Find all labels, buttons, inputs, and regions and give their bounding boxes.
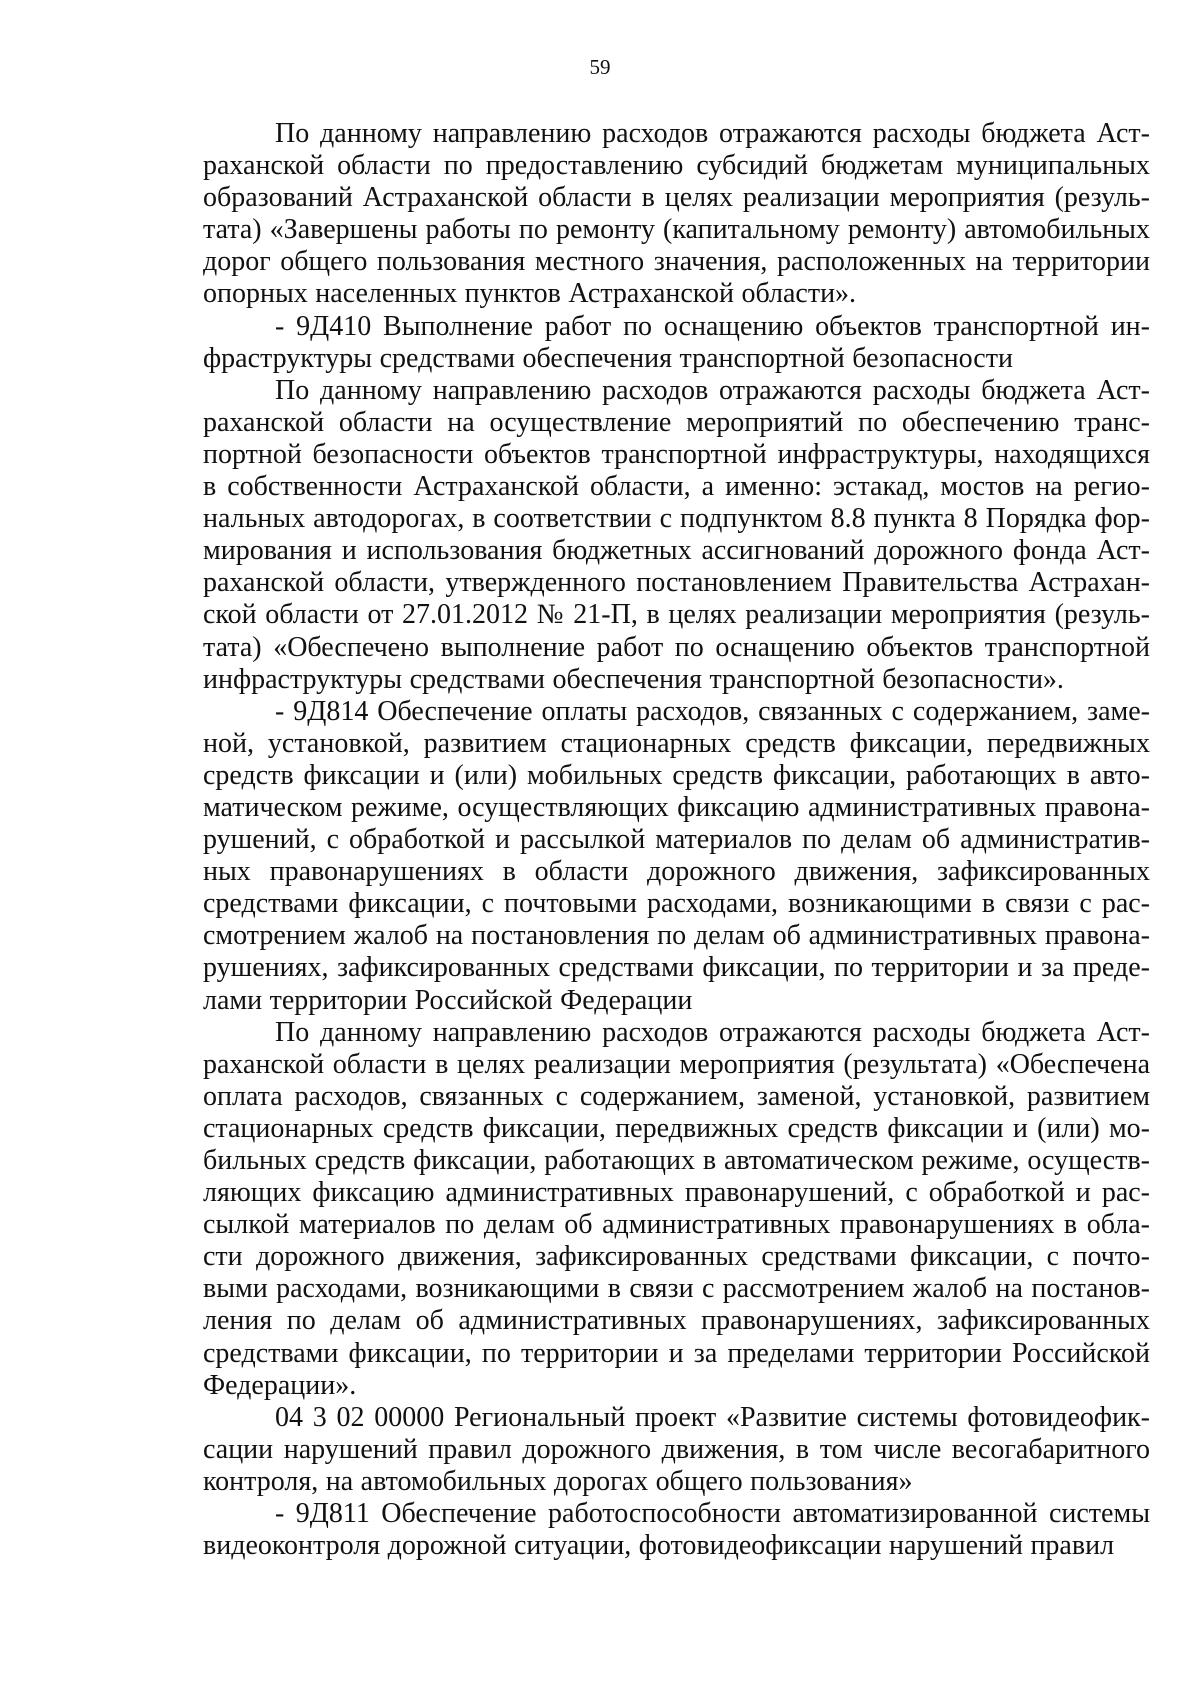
paragraph-9d811-heading: - 9Д811 Обеспечение работоспособности автоматизированной системы видеоконтроля дорожной ситуации, фотовидеофиксации нарушений правил	[203, 1498, 1150, 1562]
paragraph-regional-project-heading: 04 3 02 00000 Региональный проект «Развитие системы фотовидеофиксации нарушений правил дорожного движения, в том числе весогабаритного контроля, на автомобильных дорогах общего пользования»	[203, 1401, 1150, 1497]
paragraph-9d410-heading: - 9Д410 Выполнение работ по оснащению объектов транспортной инфраструктуры средствами обеспечения транспортной безопасности	[203, 310, 1150, 374]
paragraph-fixation-expenses: По данному направлению расходов отражаются расходы бюджета Астраханской области в целях реализации мероприятия (результата) «Обеспечена оплата расходов, связанных с содержанием, заменой, установкой, развитием стационарных средств фиксации, передвижных средств фиксации и (или) мобильных средств фиксации, работающих в автоматическом режиме, осуществляющих фиксацию административных правонарушений, с обработкой и рассылкой материалов по делам об административных правонарушениях в области дорожного движения, зафиксированных средствами фиксации, с почтовыми расходами, возникающими в связи с рассмотрением жалоб на постановления по делам об административных правонарушениях, зафиксированных средствами фиксации, по территории и за пределами территории Российской Федерации».	[203, 1016, 1150, 1401]
paragraph-transport-security-expenses: По данному направлению расходов отражаются расходы бюджета Астраханской области на осуществление мероприятий по обеспечению транспортной безопасности объектов транспортной инфраструктуры, находящихся в собственности Астраханской области, а именно: эстакад, мостов на региональных автодорогах, в соответствии с подпунктом 8.8 пункта 8 Порядка формирования и использования бюджетных ассигнований дорожного фонда Астраханской области, утвержденного постановлением Правительства Астраханской области от 27.01.2012 № 21-П, в целях реализации мероприятия (результата) «Обеспечено выполнение работ по оснащению объектов транспортной инфраструктуры средствами обеспечения транспортной безопасности».	[203, 374, 1150, 695]
paragraph-9d814-heading: - 9Д814 Обеспечение оплаты расходов, связанных с содержанием, заменой, установкой, развитием стационарных средств фиксации, передвижных средств фиксации и (или) мобильных средств фиксации, работающих в автоматическом режиме, осуществляющих фиксацию административных правонарушений, с обработкой и рассылкой материалов по делам об административных правонарушениях в области дорожного движения, зафиксированных средствами фиксации, с почтовыми расходами, возникающими в связи с рассмотрением жалоб на постановления по делам об административных правонарушениях, зафиксированных средствами фиксации, по территории и за пределами территории Российской Федерации	[203, 695, 1150, 1016]
paragraph-regional-roads-subsidies: По данному направлению расходов отражаются расходы бюджета Астраханской области по предоставлению субсидий бюджетам муниципальных образований Астраханской области в целях реализации мероприятия (результата) «Завершены работы по ремонту (капитальному ремонту) автомобильных дорог общего пользования местного значения, расположенных на территории опорных населенных пунктов Астраханской области».	[203, 118, 1150, 310]
document-body	[203, 118, 1150, 1562]
page-number: 59	[589, 55, 611, 79]
